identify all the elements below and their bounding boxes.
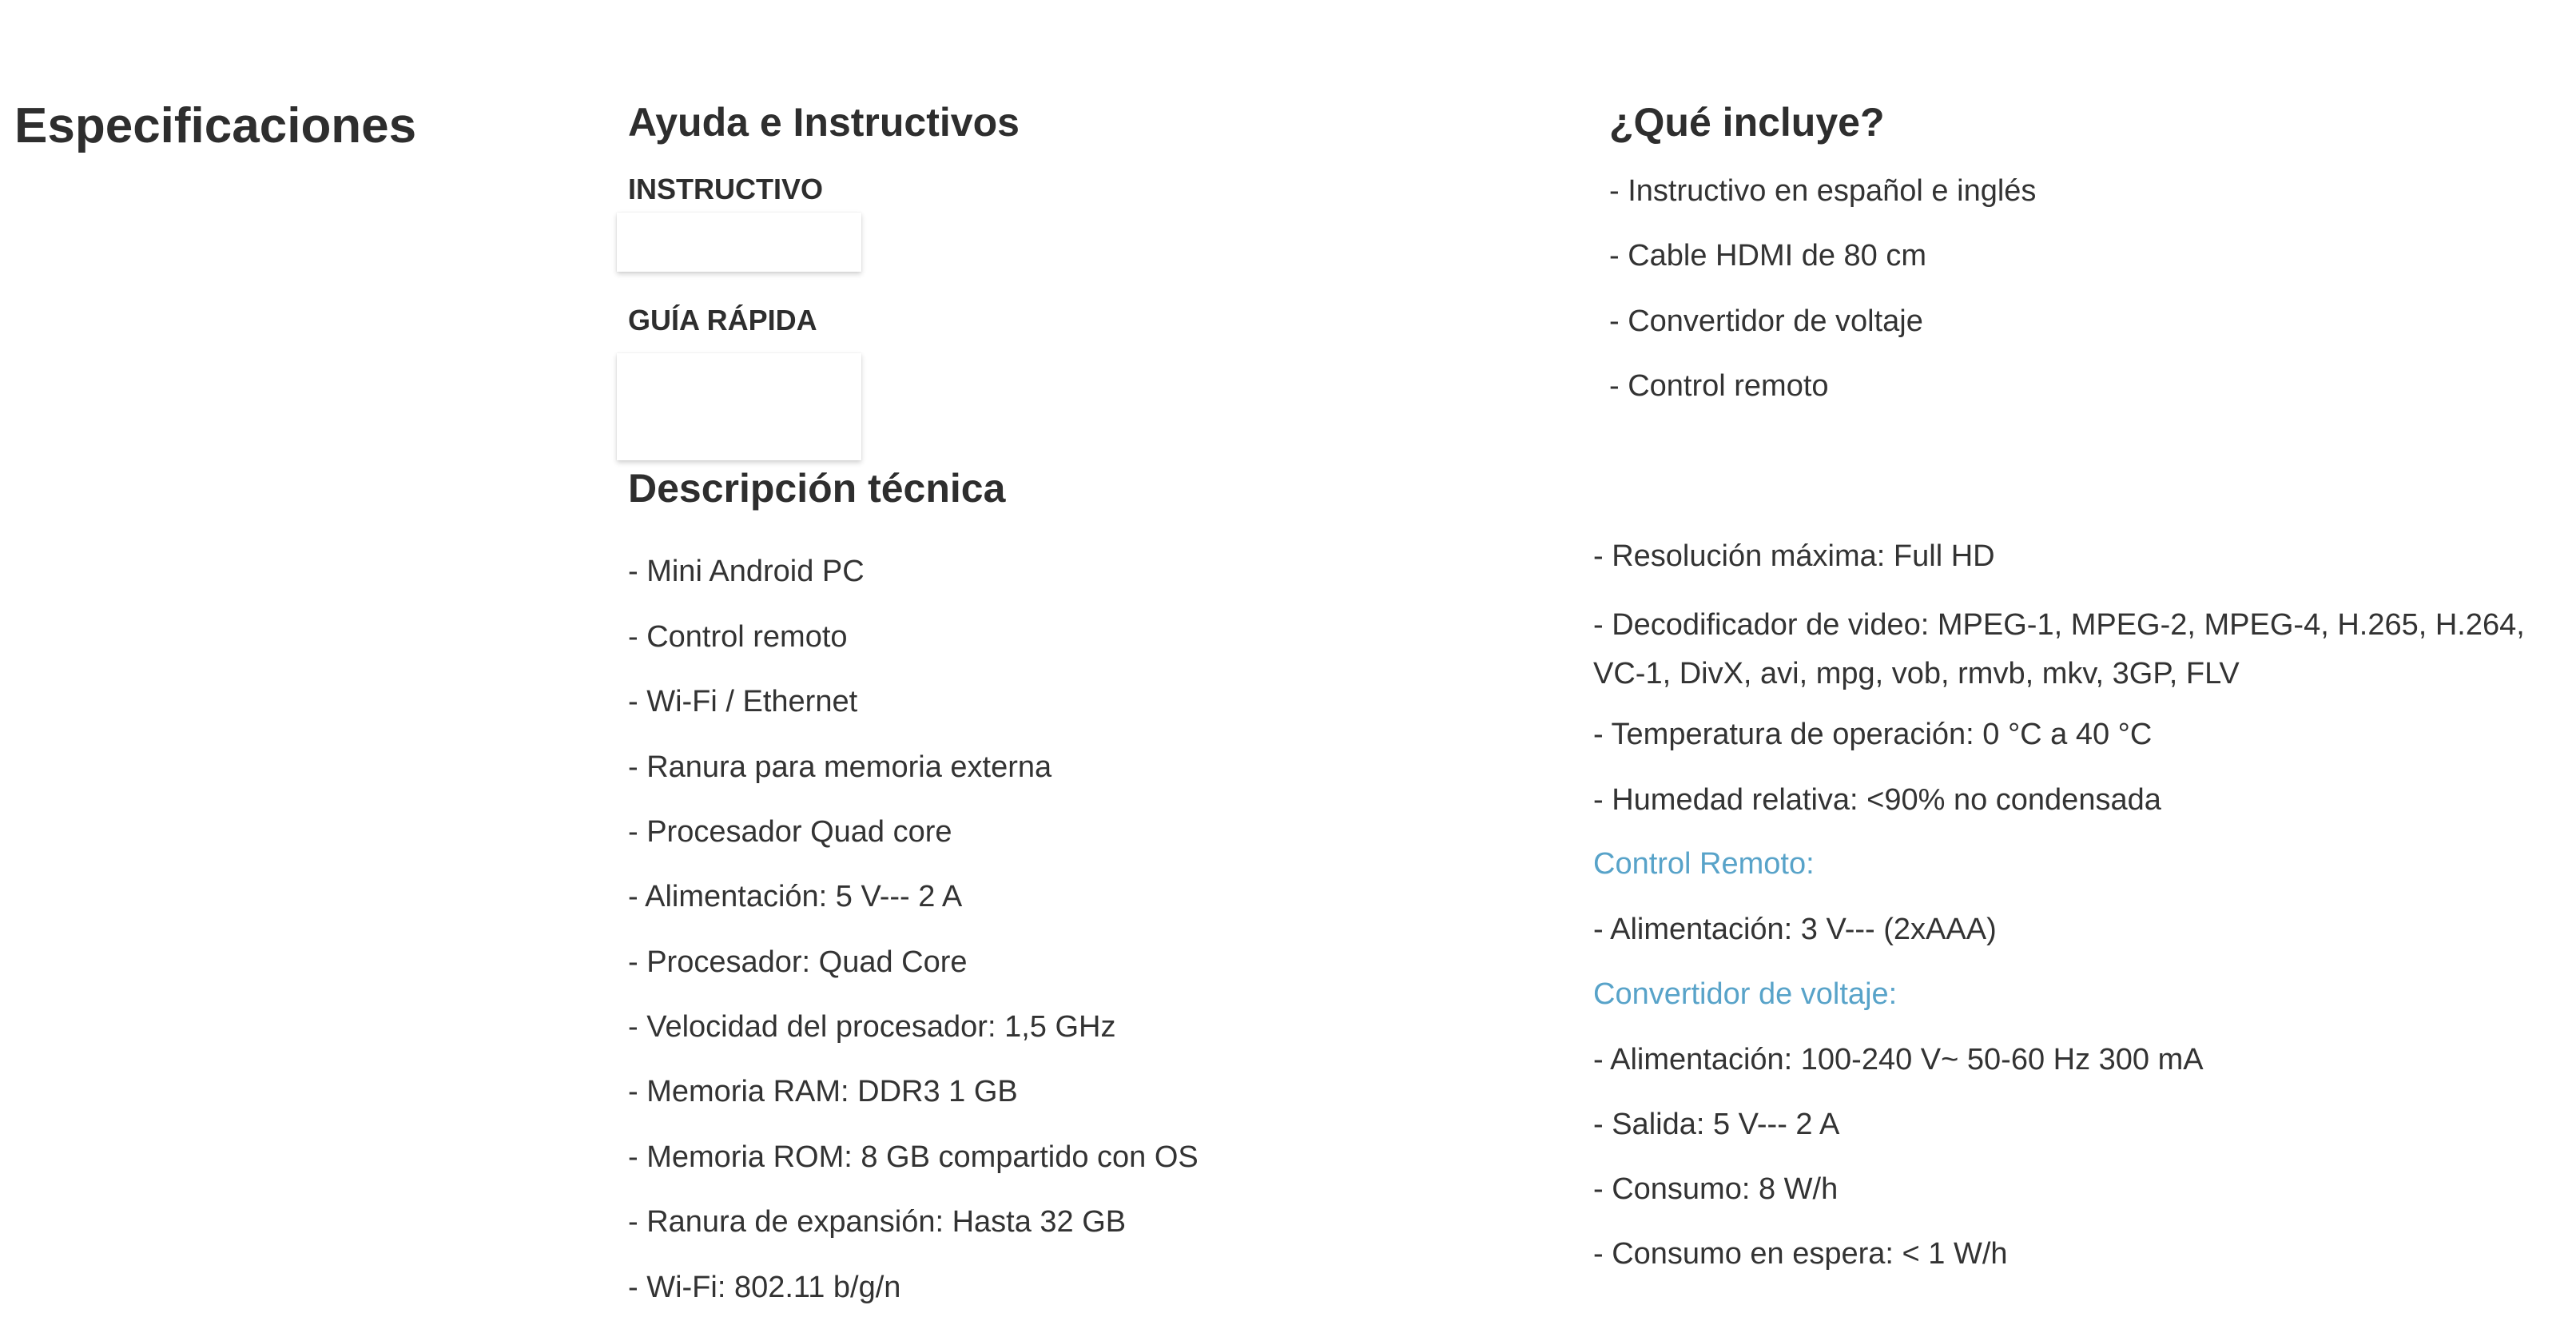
spec-item: - Memoria RAM: DDR3 1 GB <box>628 1075 1018 1108</box>
spec-decodificador: - Decodificador de video: MPEG-1, MPEG-2, MPEG-4, H.265, H.264, VC-1, DivX, avi, mpg, vob, rmvb, mkv, 3GP, FLV <box>1593 608 2525 690</box>
spec-item: - Memoria ROM: 8 GB compartido con OS <box>628 1140 1199 1174</box>
spec-conv-alimentacion: - Alimentación: 100-240 V~ 50-60 Hz 300 mA <box>1593 1043 2204 1076</box>
guia-rapida-label: GUÍA RÁPIDA <box>628 304 817 336</box>
includes-item: - Control remoto <box>1609 369 1829 403</box>
tech-title: Descripción técnica <box>628 466 1006 511</box>
instructivo-document-link[interactable] <box>617 213 861 272</box>
spec-item: - Wi-Fi: 802.11 b/g/n <box>628 1271 901 1304</box>
help-title: Ayuda e Instructivos <box>628 100 1020 145</box>
includes-title: ¿Qué incluye? <box>1609 100 1885 145</box>
spec-item: - Procesador: Quad Core <box>628 945 968 979</box>
spec-conv-salida: - Salida: 5 V--- 2 A <box>1593 1108 1840 1141</box>
spec-control-alimentacion: - Alimentación: 3 V--- (2xAAA) <box>1593 913 1997 946</box>
spec-item: - Wi-Fi / Ethernet <box>628 685 858 718</box>
guia-rapida-document-link[interactable] <box>617 353 861 460</box>
control-remoto-heading: Control Remoto: <box>1593 847 1815 881</box>
spec-item: - Procesador Quad core <box>628 815 952 849</box>
spec-temperatura: - Temperatura de operación: 0 °C a 40 °C <box>1593 718 2153 751</box>
spec-conv-espera: - Consumo en espera: < 1 W/h <box>1593 1237 2008 1271</box>
spec-item: - Alimentación: 5 V--- 2 A <box>628 880 963 913</box>
spec-item: - Ranura para memoria externa <box>628 750 1052 784</box>
spec-item: - Velocidad del procesador: 1,5 GHz <box>628 1010 1116 1044</box>
convertidor-heading: Convertidor de voltaje: <box>1593 977 1898 1011</box>
includes-item: - Convertidor de voltaje <box>1609 304 1923 338</box>
section-title: Especificaciones <box>14 98 417 153</box>
spec-item: - Control remoto <box>628 620 848 654</box>
spec-resolucion: - Resolución máxima: Full HD <box>1593 539 1995 573</box>
includes-item: - Instructivo en español e inglés <box>1609 174 2037 208</box>
instructivo-label: INSTRUCTIVO <box>628 173 824 205</box>
spec-item: - Ranura de expansión: Hasta 32 GB <box>628 1205 1127 1239</box>
spec-humedad: - Humedad relativa: <90% no condensada <box>1593 783 2161 817</box>
includes-item: - Cable HDMI de 80 cm <box>1609 239 1927 273</box>
spec-item: - Mini Android PC <box>628 555 865 588</box>
spec-conv-consumo: - Consumo: 8 W/h <box>1593 1172 1839 1206</box>
